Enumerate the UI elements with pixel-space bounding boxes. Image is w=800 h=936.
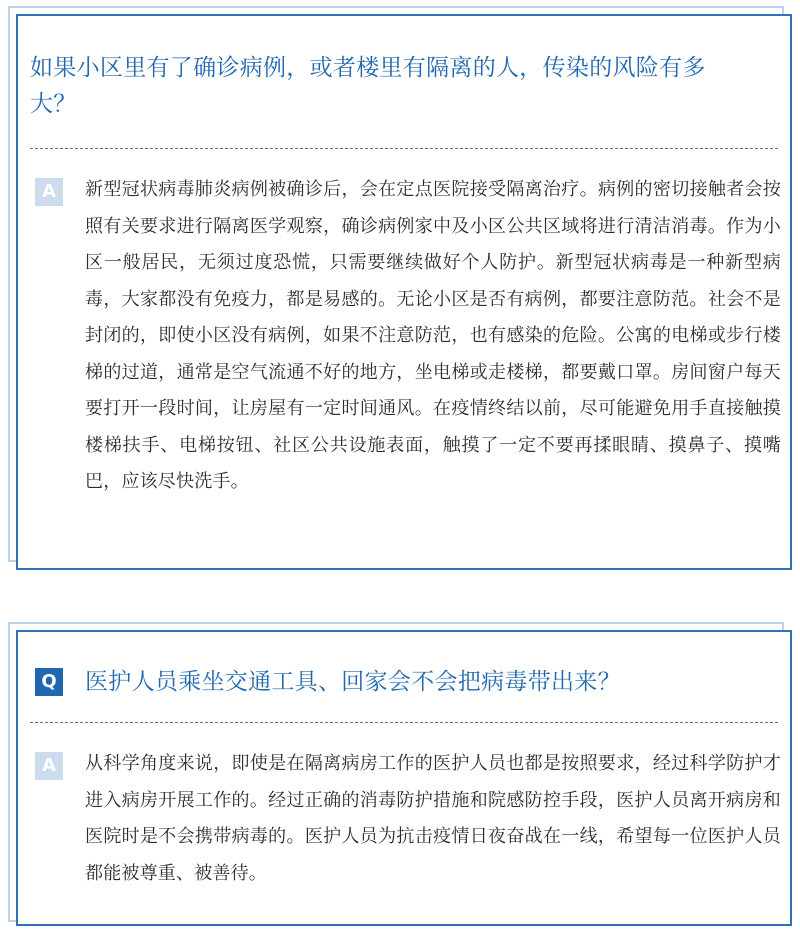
answer-1-badge: A (35, 178, 63, 206)
divider-1 (30, 148, 778, 149)
qa-card-1 (16, 14, 792, 570)
answer-2-text: 从科学角度来说，即使是在隔离病房工作的医护人员也都是按照要求，经过科学防护才进入病房开展工作的。经过正确的消毒防护措施和院感防控手段，医护人员离开病房和医院时是不会携带病毒的。医护人员为抗击疫情日夜奋战在一线，希望每一位医护人员都能被尊重、被善待。 (85, 753, 781, 884)
divider-2 (30, 722, 778, 723)
answer-1-text: 新型冠状病毒肺炎病例被确诊后，会在定点医院接受隔离治疗。病例的密切接触者会按照有关要求进行隔离医学观察，确诊病例家中及小区公共区域将进行清洁消毒。作为小区一般居民，无须过度恐慌，只需要继续做好个人防护。新型冠状病毒是一种新型病毒，大家都没有免疫力，都是易感的。无论小区是否有病例，都要注意防范。社会不是封闭的，即使小区没有病例，如果不注意防范，也有感染的危险。公寓的电梯或步行楼梯的过道，通常是空气流通不好的地方，坐电梯或走楼梯，都要戴口罩。房间窗户每天要打开一段时间，让房屋有一定时间通风。在疫情终结以前，尽可能避免用手直接触摸楼梯扶手、电梯按钮、社区公共设施表面，触摸了一定不要再揉眼睛、摸鼻子、摸嘴巴，应该尽快洗手。 (85, 179, 781, 492)
question-2-badge: Q (35, 668, 63, 696)
question-1-text: 如果小区里有了确诊病例，或者楼里有隔离的人，传染的风险有多大？ (30, 55, 706, 117)
question-2-text: 医护人员乘坐交通工具、回家会不会把病毒带出来？ (85, 669, 621, 695)
qa-card-2 (16, 630, 792, 926)
answer-2-badge: A (35, 752, 63, 780)
